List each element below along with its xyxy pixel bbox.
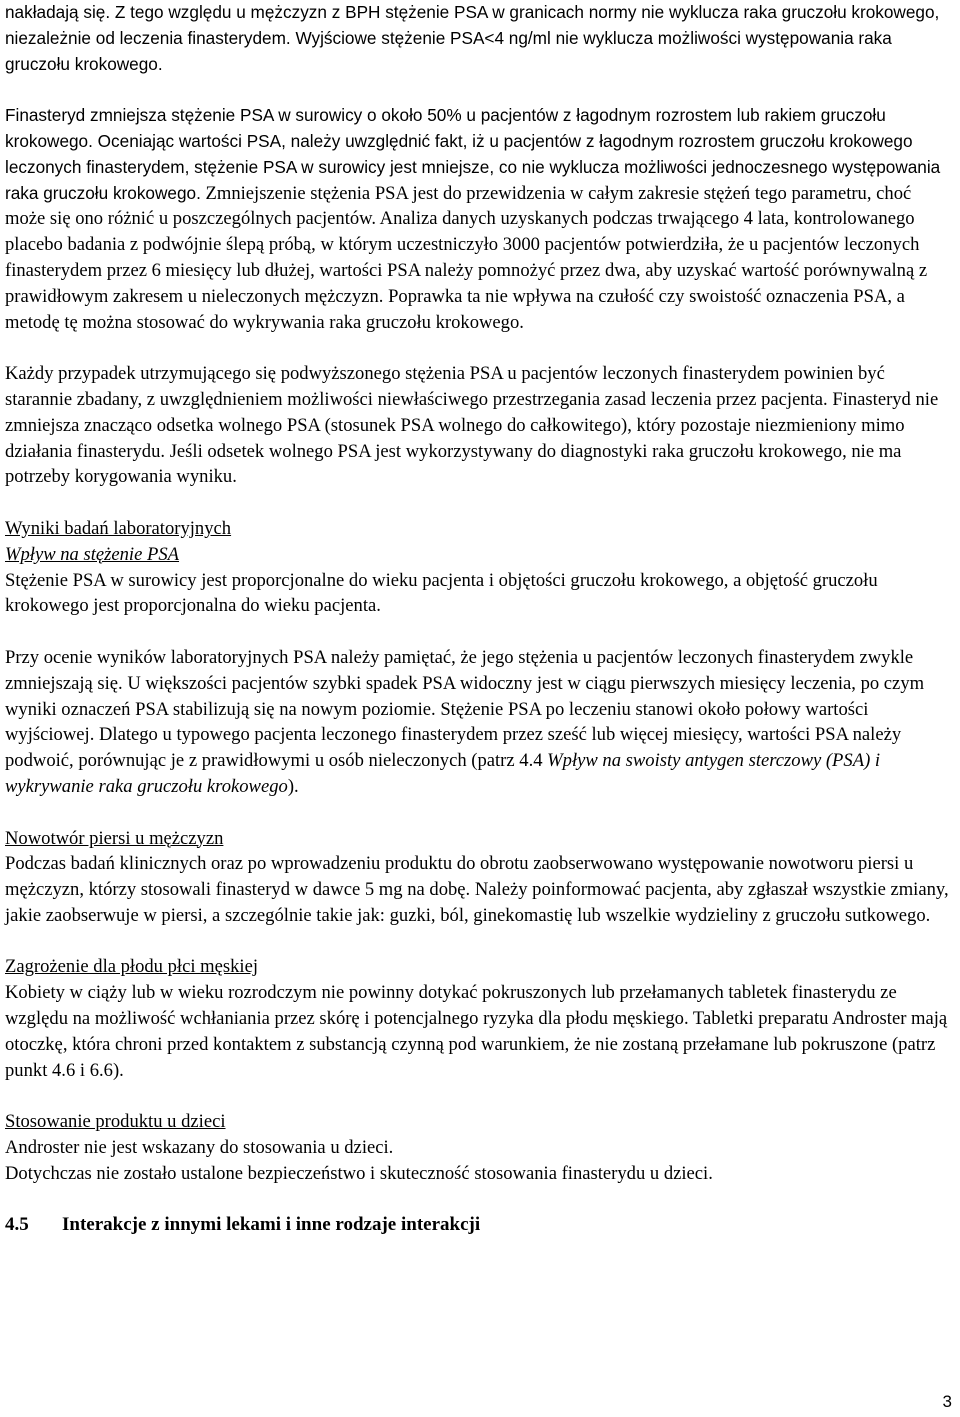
- lab-results-paragraph-2: [5, 645, 955, 800]
- spacer: [5, 1187, 955, 1213]
- lab-results-paragraph-2-text: Przy ocenie wyników laboratoryjnych PSA należy pamiętać, że jego stężenia u pacjentów leczonych finasterydem zwykle zmniejszają się. U większości pacjentów szybki spadek PSA widoczny jest w ciągu pierwszych miesięcy leczenia, po czym wyniki oznaczeń PSA stabilizują się na nowym poziomie. Stężenie PSA po leczeniu stanowi około połowy wartości wyjściowej. Dlatego u typowego pacjenta leczonego finasterydem przez sześć lub więcej miesięcy, wartości PSA należy podwoić, porównując je z prawidłowymi u osób nieleczonych (patrz 4.4: [5, 646, 925, 772]
- paragraph-finasteride-psa-evaluation: Oceniając wartości PSA, należy uwzględnić fakt, iż u pacjentów z łagodnym rozrostem gruczołu krokowego leczonych finasterydem, stężenie PSA w surowicy jest mniejsze, co nie wyklucza możliwości jednoczesnego występowania raka gruczołu krokowego.: [5, 130, 941, 203]
- spacer: [5, 490, 955, 516]
- paragraph-elevated-psa: Każdy przypadek utrzymującego się podwyższonego stężenia PSA u pacjentów leczonych finasterydem powinien być starannie zbadany, z uwzględnieniem możliwości niewłaściwego przestrzegania zasad leczenia przez pacjenta. Finasteryd nie zmniejsza znacząco odsetka wolnego PSA (stosunek PSA wolnego do całkowitego), który pozostaje niezmieniony mimo działania finasterydu. Jeśli odsetek wolnego PSA jest wykorzystywany do diagnostyki raka gruczołu krokowego, nie ma potrzeby korygowania wyniku.: [5, 363, 939, 488]
- paragraph-psa-bph: nakładają się. Z tego względu u mężczyzn z BPH stężenie PSA w granicach normy nie wyklucza raka gruczołu krokowego, niezależnie od leczenia finasterydem. Wyjściowe stężenie PSA<4 ng/ml nie wyklucza możliwości występowania raka gruczołu krokowego.: [5, 2, 940, 74]
- section-title: Interakcje z innymi lekami i inne rodzaje interakcji: [62, 1214, 481, 1236]
- spacer: [5, 800, 955, 826]
- lab-results-paragraph-2-end: ).: [287, 775, 299, 797]
- children-use-heading: Stosowanie produktu u dzieci: [5, 1111, 226, 1133]
- section-number: 4.5: [5, 1214, 29, 1236]
- spacer: [5, 1083, 955, 1109]
- psa-effect-subheading: Wpływ na stężenie PSA: [5, 543, 180, 565]
- fetus-risk-heading: Zagrożenie dla płodu płci męskiej: [5, 956, 258, 978]
- lab-results-heading: Wyniki badań laboratoryjnych: [5, 517, 232, 539]
- spacer: [5, 335, 955, 361]
- document-page: [5, 0, 955, 1238]
- children-use-line-1: Androster nie jest wskazany do stosowania u dzieci.: [5, 1137, 394, 1159]
- breast-cancer-heading: Nowotwór piersi u mężczyzn: [5, 827, 224, 849]
- lab-results-paragraph-1: Stężenie PSA w surowicy jest proporcjonalne do wieku pacjenta i objętości gruczołu krokowego, a objętość gruczołu krokowego jest proporcjonalna do wieku pacjenta.: [5, 569, 878, 617]
- section-reference-italic: Wpływ na swoisty antygen sterczowy (PSA) i wykrywanie raka gruczołu krokowego: [5, 750, 881, 797]
- breast-cancer-paragraph: Podczas badań klinicznych oraz po wprowadzeniu produktu do obrotu zaobserwowano występowanie nowotworu piersi u mężczyzn, którzy stosowali finasteryd w dawce 5 mg na dobę. Należy poinformować pacjenta, aby zgłaszał wszystkie zmiany, jakie zaobserwuje w piersi, a szczególnie takie jak: guzki, ból, ginekomastię lub wszelkie wydzieliny z gruczołu sutkowego.: [5, 853, 949, 926]
- children-use-line-2: Dotychczas nie zostało ustalone bezpieczeństwo i skuteczność stosowania finasterydu u dzieci.: [5, 1162, 713, 1184]
- spacer: [5, 619, 955, 645]
- paragraph-finasteride-psa-analysis: Zmniejszenie stężenia PSA jest do przewidzenia w całym zakresie stężeń tego parametru, choć może się ono różnić u poszczególnych pacjentów. Analiza danych uzyskanych podczas trwającego 4 lata, kontrolowanego placebo badania z podwójnie ślepą próbą, w którym uczestniczyło 3000 pacjentów potwierdziła, że u pacjentów leczonych finasterydem przez 6 miesięcy lub dłużej, wartości PSA należy pomnożyć przez dwa, aby uzyskać wartość porównywalną z prawidłowym zakresem u nieleczonych mężczyzn. Poprawka ta nie wpływa na czułość czy swoistość oznaczenia PSA, a metodę tę można stosować do wykrywania raka gruczołu krokowego.: [5, 182, 928, 333]
- paragraph-finasteride-psa: [5, 103, 955, 335]
- spacer: [5, 929, 955, 955]
- spacer: [5, 77, 955, 103]
- page-number: 3: [942, 1392, 952, 1411]
- fetus-risk-paragraph: Kobiety w ciąży lub w wieku rozrodczym nie powinny dotykać pokruszonych lub przełamanych tabletek finasterydu ze względu na możliwość wchłaniania przez skórę i potencjalnego ryzyka dla płodu męskiego. Tabletki preparatu Androster mają otoczkę, która chroni przed kontaktem z substancją czynną pod warunkiem, że nie zostaną przełamane lub pokruszone (patrz punkt 4.6 i 6.6).: [5, 982, 948, 1081]
- section-heading: [5, 1212, 955, 1238]
- paragraph-finasteride-psa-lead: Finasteryd zmniejsza stężenie PSA w surowicy o około 50% u pacjentów z łagodnym rozrostem lub rakiem gruczołu krokowego.: [5, 105, 886, 151]
